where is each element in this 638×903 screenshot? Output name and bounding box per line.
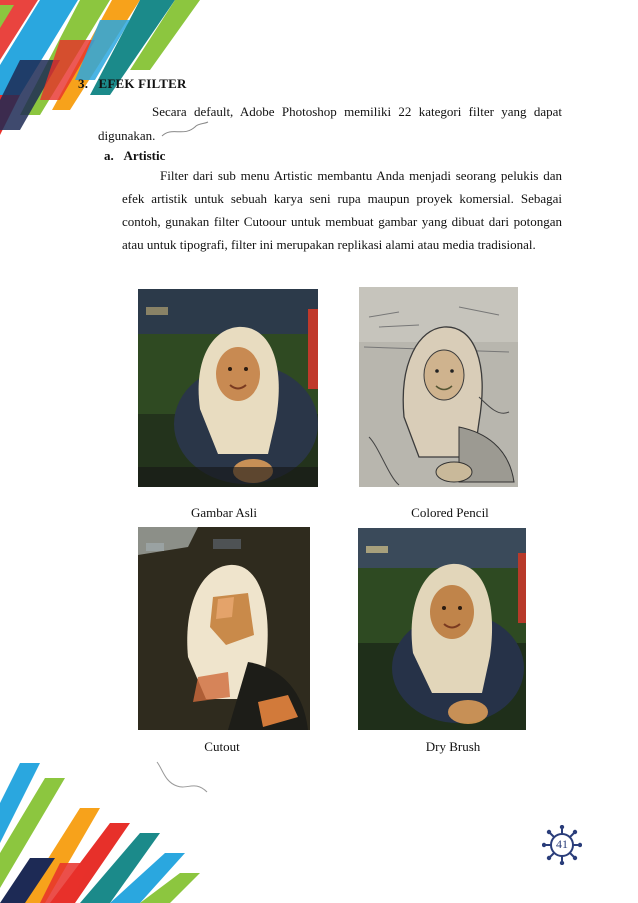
caption-cutout: Cutout	[204, 739, 240, 754]
scribble-mark	[155, 758, 215, 798]
section-heading: 3. EFEK FILTER	[78, 76, 187, 91]
caption-dry-brush: Dry Brush	[425, 739, 481, 754]
caption-colored-pencil: Colored Pencil	[411, 505, 489, 520]
photo-colored-pencil	[359, 287, 518, 487]
intro-paragraph: Secara default, Adobe Photoshop memiliki 22 kategori filter yang dapat digunakan.	[98, 104, 562, 143]
page-number: 41	[556, 837, 568, 851]
subsection-heading: a. Artistic	[104, 148, 166, 163]
photo-original	[138, 289, 318, 487]
artistic-paragraph: Filter dari sub menu Artistic membantu Anda menjadi seorang pelukis dan efek artistik untuk sebuah karya seni rupa maupun proyek komersial. Sebagai contoh, gunakan filter Cutoour untuk membuat gambar yang dibuat dari potongan atau untuk tipografi, filter ini merupakan replikasi alami atau media tradisional.	[122, 168, 562, 252]
photo-dry-brush	[358, 528, 526, 730]
photo-cutout	[138, 527, 310, 730]
caption-original: Gambar Asli	[190, 505, 258, 520]
